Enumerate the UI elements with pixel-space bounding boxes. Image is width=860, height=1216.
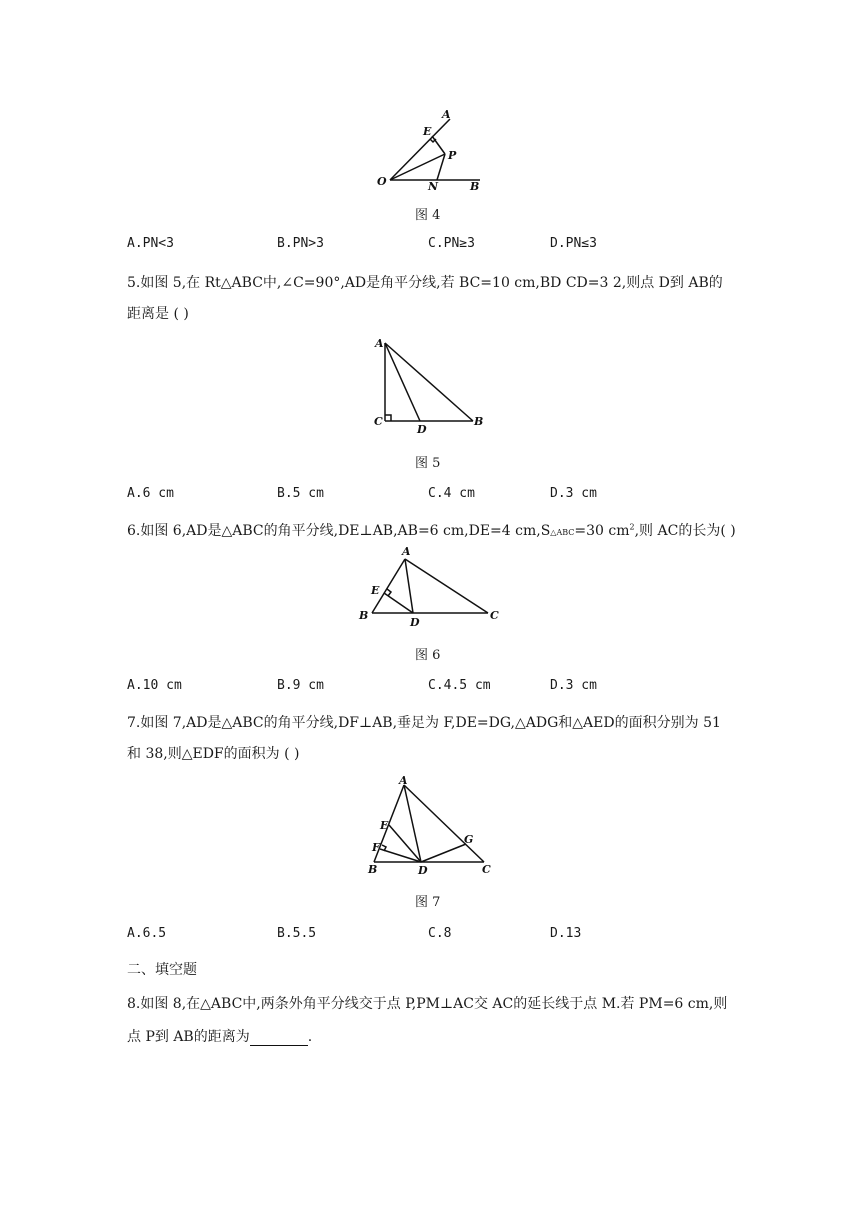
label-d: D (418, 864, 428, 877)
label-a: A (375, 337, 384, 350)
label-a: A (399, 774, 408, 787)
label-n: N (428, 180, 439, 193)
q5-text-line1: 5.如图 5,在 Rt△ABC中,∠C=90°,AD是角平分线,若 BC=10 cm,BD CD=3 2,则点 D到 AB的 (127, 275, 723, 291)
figure-6-caption: 图 6 (415, 648, 441, 663)
figure-6 (355, 543, 505, 628)
label-p: P (448, 149, 457, 162)
q6-text (127, 520, 736, 540)
q6-option-a: A.10 cm (127, 678, 182, 693)
figure-7 (362, 773, 502, 878)
q5-option-d: D.3 cm (550, 486, 597, 501)
label-a: A (442, 108, 451, 121)
figure-7-caption: 图 7 (415, 895, 441, 910)
q8-text-line2 (127, 1026, 312, 1046)
q6-subscript: △ABC (550, 528, 575, 537)
label-f: F (372, 841, 380, 854)
q6-text-part2: =30 cm (574, 523, 630, 539)
label-b: B (359, 609, 369, 622)
q6-option-c: C.4.5 cm (428, 678, 491, 693)
right-angle-mark (385, 415, 391, 421)
q6-superscript: 2 (629, 522, 635, 532)
label-d: D (410, 616, 420, 628)
label-o: O (377, 175, 387, 188)
q8-text-part1: 点 P到 AB的距离为 (127, 1029, 250, 1045)
q5-option-a: A.6 cm (127, 486, 174, 501)
q7-option-d: D.13 (550, 926, 582, 941)
side-ab (385, 343, 473, 421)
q8-text-part2: . (307, 1029, 313, 1045)
label-e: E (371, 584, 380, 597)
label-c: C (374, 415, 383, 428)
segment-pe (432, 136, 445, 154)
label-e: E (380, 819, 389, 832)
q7-option-b: B.5.5 (277, 926, 317, 941)
label-e: E (423, 125, 432, 138)
q8-text-line1: 8.如图 8,在△ABC中,两条外角平分线交于点 P,PM⊥AC交 AC的延长线于点 M.若 PM=6 cm,则 (127, 996, 728, 1012)
q4-option-b: B.PN>3 (277, 236, 324, 251)
label-d: D (417, 423, 427, 435)
q6-option-b: B.9 cm (277, 678, 324, 693)
side-ac (404, 785, 484, 862)
side-ac (405, 559, 488, 613)
segment-ad (404, 785, 421, 862)
q6-option-d: D.3 cm (550, 678, 597, 693)
q7-option-c: C.8 (428, 926, 452, 941)
figure-4-caption: 图 4 (415, 208, 441, 223)
segment-dg (421, 844, 466, 862)
q5-option-b: B.5 cm (277, 486, 324, 501)
segment-ad (405, 559, 413, 613)
q4-option-c: C.PN≥3 (428, 236, 475, 251)
q7-text-line1: 7.如图 7,AD是△ABC的角平分线,DF⊥AB,垂足为 F,DE=DG,△ADG和△AED的面积分别为 51 (127, 715, 721, 731)
q4-option-d: D.PN≤3 (550, 236, 597, 251)
q6-text-part3: ,则 AC的长为( ) (634, 523, 736, 539)
segment-op (390, 154, 445, 180)
label-b: B (368, 863, 378, 876)
label-c: C (490, 609, 499, 622)
q7-option-a: A.6.5 (127, 926, 167, 941)
label-b: B (470, 180, 480, 193)
label-c: C (482, 863, 491, 876)
label-g: G (464, 833, 474, 846)
section-heading-fill-in: 二、填空题 (127, 962, 197, 978)
q4-option-a: A.PN<3 (127, 236, 174, 251)
q8-answer-blank[interactable] (250, 1031, 308, 1046)
label-a: A (402, 545, 411, 558)
figure-5 (370, 335, 490, 435)
figure-5-caption: 图 5 (415, 456, 441, 471)
q5-text-line2: 距离是 ( ) (127, 306, 189, 322)
figure-4 (370, 105, 490, 195)
segment-ad (385, 343, 420, 421)
q6-text-part1: 6.如图 6,AD是△ABC的角平分线,DE⊥AB,AB=6 cm,DE=4 cm,S (127, 523, 551, 539)
label-b: B (474, 415, 484, 428)
q5-option-c: C.4 cm (428, 486, 475, 501)
q7-text-line2: 和 38,则△EDF的面积为 ( ) (127, 746, 300, 762)
